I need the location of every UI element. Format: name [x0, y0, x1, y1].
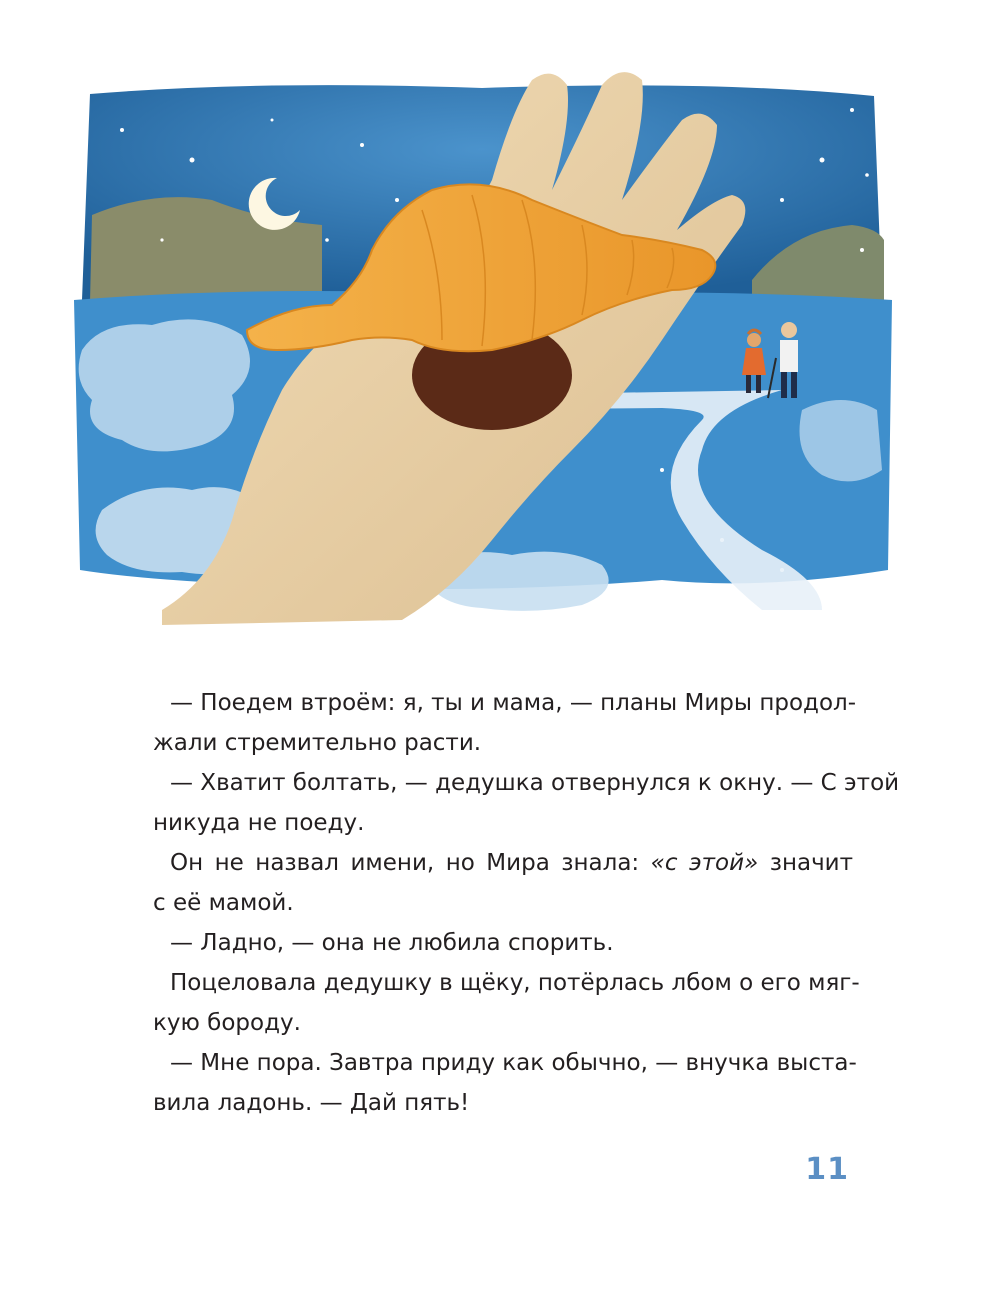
text-line	[153, 843, 853, 883]
paragraph	[153, 763, 900, 843]
text-line: кую бороду.	[153, 1010, 301, 1036]
text-line: вила ладонь. — Дай пять!	[153, 1090, 470, 1116]
paragraph	[153, 843, 853, 923]
illustration	[62, 50, 902, 638]
paragraph	[153, 963, 860, 1043]
quoted-phrase: «с этой»	[650, 850, 759, 876]
page-number: 11	[805, 1152, 849, 1187]
text-line: никуда не поеду.	[153, 810, 365, 836]
text-fragment: значит	[769, 850, 854, 876]
text-line: — Хватит болтать, — дедушка отвернулся к окну. — С этой	[170, 770, 900, 796]
paragraph	[153, 1043, 857, 1123]
illustration-svg	[62, 50, 902, 638]
text-fragment: Он не назвал имени, но Мира знала:	[170, 850, 640, 876]
text-line: — Мне пора. Завтра приду как обычно, — внучка выста-	[170, 1050, 857, 1076]
text-line: с её мамой.	[153, 890, 294, 916]
paragraph	[153, 923, 853, 963]
story-text	[153, 683, 900, 1123]
text-line: — Ладно, — она не любила спорить.	[170, 930, 614, 956]
text-line: жали стремительно расти.	[153, 730, 482, 756]
text-line: Поцеловала дедушку в щёку, потёрлась лбом о его мяг-	[170, 970, 860, 996]
text-line: — Поедем втроём: я, ты и мама, — планы Миры продол-	[170, 690, 857, 716]
paragraph	[153, 683, 857, 763]
wave-left	[79, 319, 250, 451]
